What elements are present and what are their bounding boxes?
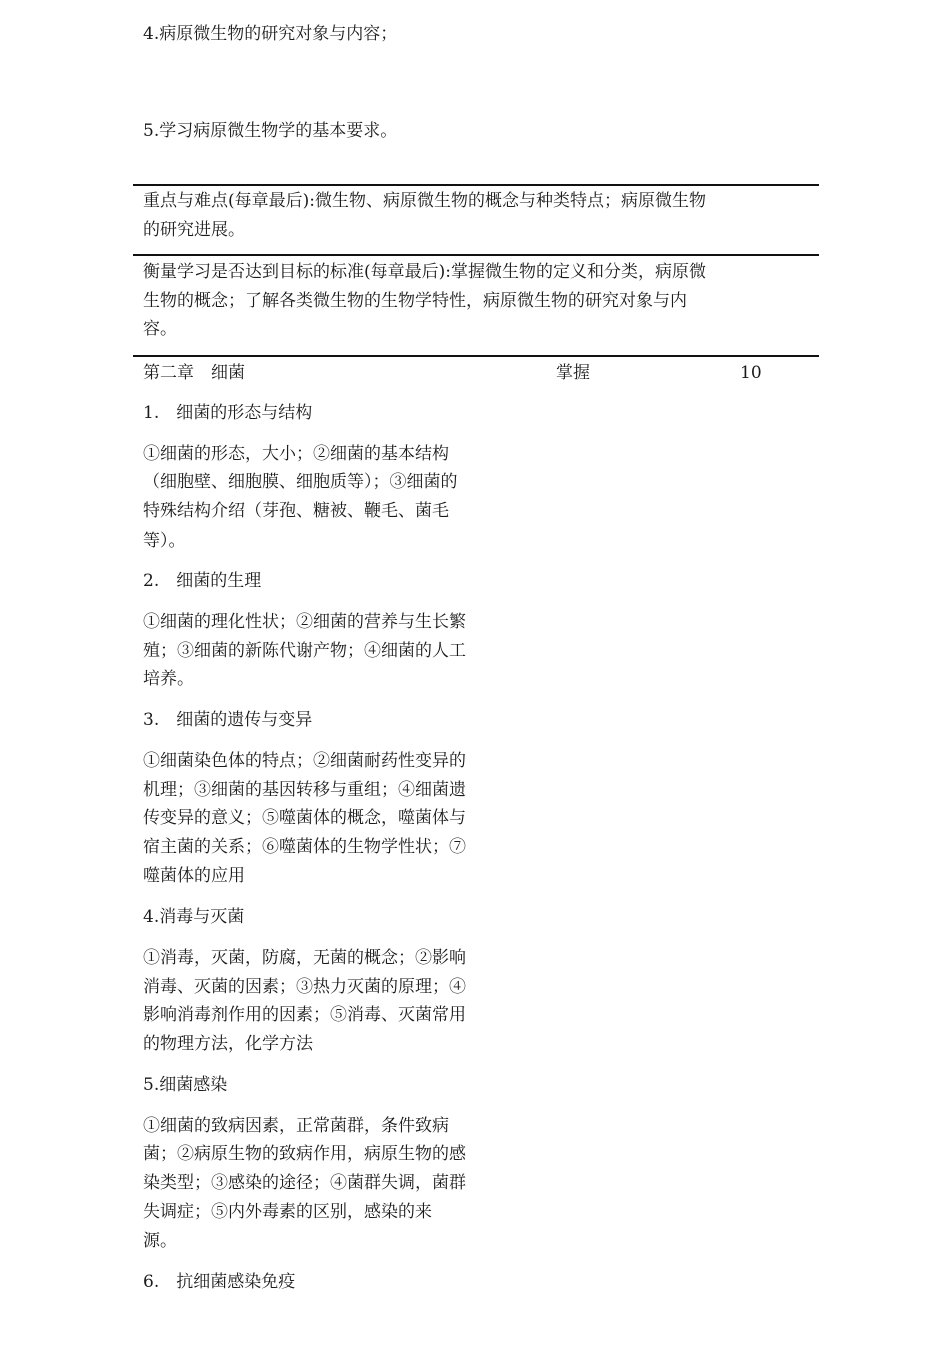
text-line-s1-title: 1. 细菌的形态与结构 bbox=[143, 403, 313, 423]
text-line-s3-title: 3. 细菌的遗传与变异 bbox=[143, 710, 313, 730]
text-line-item-4: 4.病原微生物的研究对象与内容； bbox=[143, 24, 398, 44]
text-line-s1-c1: ①细菌的形态，大小；②细菌的基本结构 bbox=[143, 444, 449, 464]
text-line-s3-c4: 宿主菌的关系；⑥噬菌体的生物学性状；⑦ bbox=[143, 837, 466, 857]
text-line-s3-c2: 机理；③细菌的基因转移与重组；④细菌遗 bbox=[143, 780, 466, 800]
text-line-s4-c4: 的物理方法，化学方法 bbox=[143, 1034, 313, 1054]
table-rule-top bbox=[133, 184, 819, 186]
text-line-s2-c3: 培养。 bbox=[143, 669, 194, 689]
text-line-s5-c2: 菌；②病原生物的致病作用，病原生物的感 bbox=[143, 1144, 466, 1164]
table-rule-chapter bbox=[133, 355, 819, 357]
text-line-s5-c4: 失调症；⑤内外毒素的区别，感染的来 bbox=[143, 1202, 432, 1222]
text-line-key-points-1: 重点与难点(每章最后):微生物、病原微生物的概念与种类特点；病原微生物 bbox=[143, 191, 706, 211]
chapter-requirement: 掌握 bbox=[556, 363, 590, 383]
text-line-s1-c4: 等）。 bbox=[143, 531, 186, 551]
text-line-standard-3: 容。 bbox=[143, 319, 177, 339]
text-line-standard-1: 衡量学习是否达到目标的标准(每章最后):掌握微生物的定义和分类，病原微 bbox=[143, 262, 706, 282]
text-line-key-points-2: 的研究进展。 bbox=[143, 220, 245, 240]
text-line-standard-2: 生物的概念；了解各类微生物的生物学特性，病原微生物的研究对象与内 bbox=[143, 291, 687, 311]
text-line-s5-c3: 染类型；③感染的途径；④菌群失调，菌群 bbox=[143, 1173, 466, 1193]
text-line-s3-c3: 传变异的意义；⑤噬菌体的概念，噬菌体与 bbox=[143, 808, 466, 828]
text-line-s4-c3: 影响消毒剂作用的因素；⑤消毒、灭菌常用 bbox=[143, 1005, 466, 1025]
table-rule-middle bbox=[133, 254, 819, 256]
text-line-s5-title: 5.细菌感染 bbox=[143, 1075, 228, 1095]
text-line-s4-c1: ①消毒，灭菌，防腐，无菌的概念；②影响 bbox=[143, 948, 466, 968]
text-line-s2-title: 2. 细菌的生理 bbox=[143, 571, 262, 591]
text-line-s4-title: 4.消毒与灭菌 bbox=[143, 907, 245, 927]
text-line-s2-c1: ①细菌的理化性状；②细菌的营养与生长繁 bbox=[143, 612, 466, 632]
text-line-chapter-title: 第二章 细菌 bbox=[143, 363, 245, 383]
text-line-item-5: 5.学习病原微生物学的基本要求。 bbox=[143, 121, 398, 141]
text-line-s5-c1: ①细菌的致病因素，正常菌群，条件致病 bbox=[143, 1116, 449, 1136]
text-line-s3-c5: 噬菌体的应用 bbox=[143, 866, 245, 886]
chapter-hours: 10 bbox=[740, 363, 762, 383]
text-line-s2-c2: 殖；③细菌的新陈代谢产物；④细菌的人工 bbox=[143, 641, 466, 661]
text-line-s6-title: 6. 抗细菌感染免疫 bbox=[143, 1272, 296, 1292]
text-line-s1-c2: （细胞壁、细胞膜、细胞质等）；③细菌的 bbox=[143, 472, 458, 492]
text-line-s5-c5: 源。 bbox=[143, 1231, 177, 1251]
text-line-s3-c1: ①细菌染色体的特点；②细菌耐药性变异的 bbox=[143, 751, 466, 771]
text-line-s1-c3: 特殊结构介绍（芽孢、糖被、鞭毛、菌毛 bbox=[143, 501, 449, 521]
text-line-s4-c2: 消毒、灭菌的因素；③热力灭菌的原理；④ bbox=[143, 977, 466, 997]
